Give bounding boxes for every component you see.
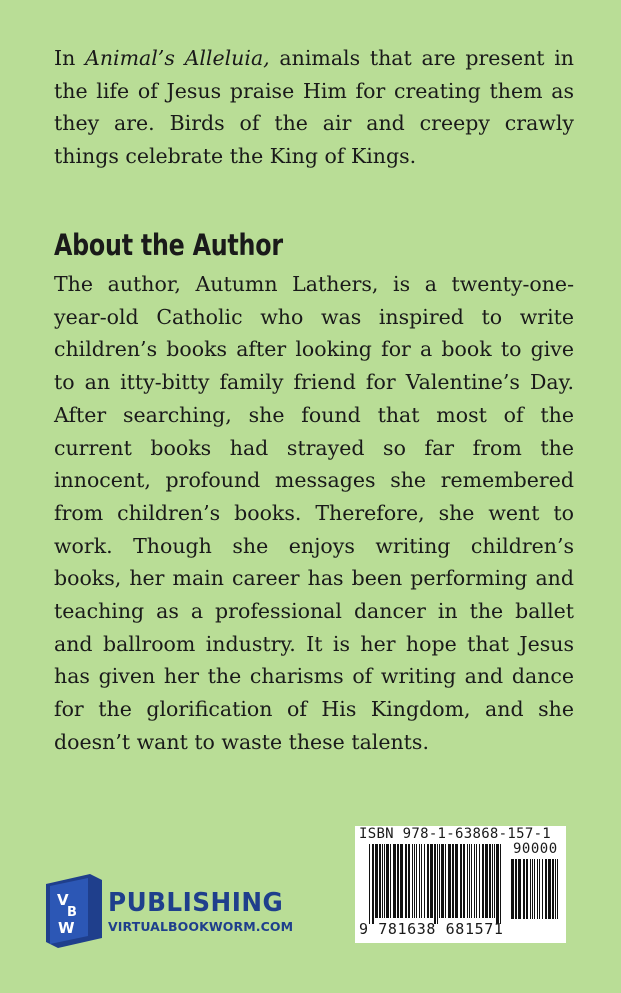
publisher-url: VIRTUALBOOKWORM.COM [108,919,294,934]
publisher-name: PUBLISHING [108,888,284,918]
isbn-label: ISBN 978-1-63868-157-1 [359,826,552,842]
description-lead: In [54,46,86,70]
book-title: Animal’s Alleluia, [85,46,270,70]
description-body: animals that are present in the life of Jesus praise Him for creating them as they are. Birds of the air and creepy crawly things celebrate the King of Kings. [54,46,574,169]
author-bio-paragraph: The author, Autumn Lathers, is a twenty-one-year-old Catholic who was inspired to write children’s books after looking for a book to give to an itty-bitty family friend for Valentine’s Day. After searching, she found that most of the current books had strayed so far from the innocent, profound messages she remembered from children’s books. Therefore, she went to work. Though she enjoys writing children’s books, her main career has been performing and teaching as a professional dancer in the ballet and ballroom industry. It is her hope that Jesus has given her the charisms of writing and dance for the glorification of His Kingdom, and she doesn’t want to waste these talents. [54,272,574,754]
description-paragraph [54,42,574,173]
about-author-heading: About the Author [54,228,283,262]
svg-text:V: V [57,891,69,909]
vbw-logo-icon [44,872,104,948]
svg-text:B: B [67,905,77,920]
isbn-barcode [355,826,566,943]
ean-number: 9 781638 681571 [359,920,504,938]
price-addon-label: 90000 [513,841,558,857]
svg-text:W: W [58,919,75,937]
